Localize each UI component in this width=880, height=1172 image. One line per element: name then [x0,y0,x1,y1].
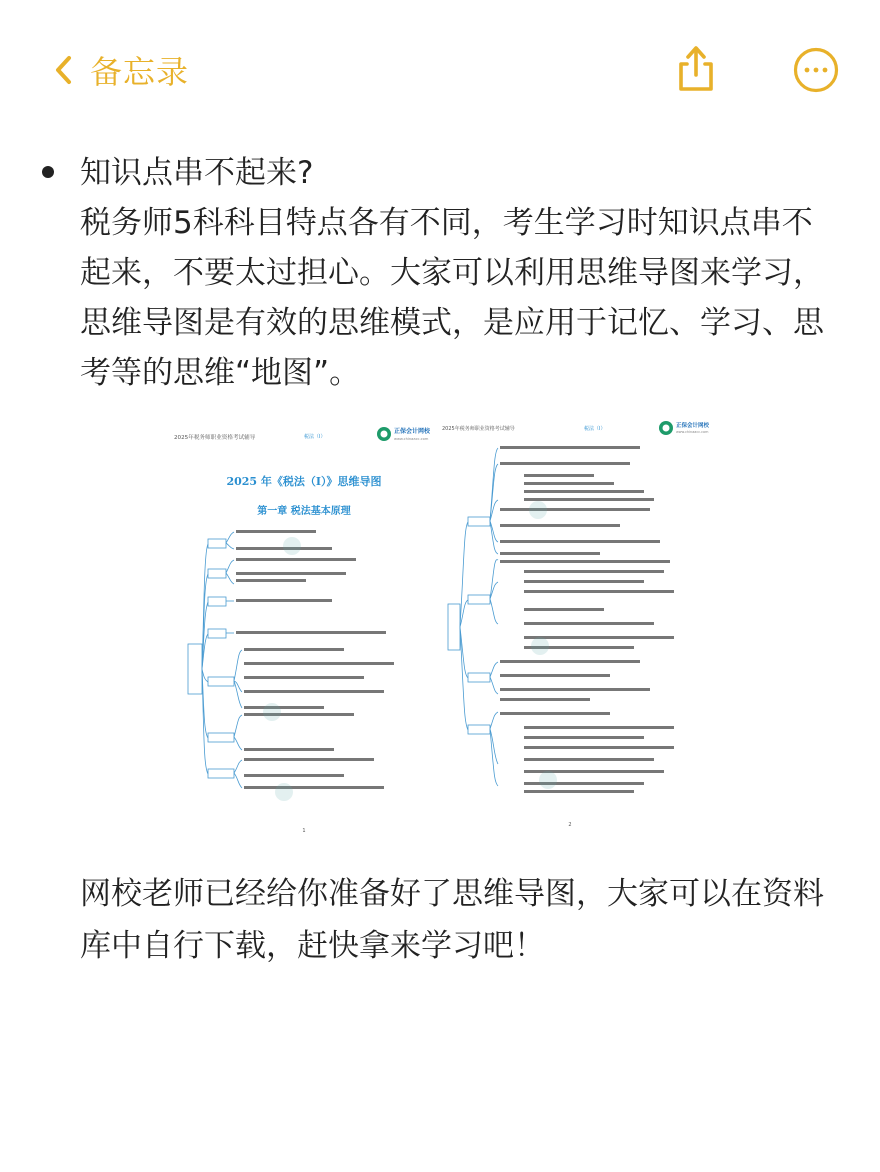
right-logo [659,421,710,435]
left-logo-text: 正保会计网校 [394,428,431,435]
note-content [0,148,880,398]
right-tree-branch-text [500,446,674,793]
left-tree-branch-text [236,530,394,789]
bullet-body: 税务师5科科目特点各有不同，考生学习时知识点串不起来，不要太过担心。大家可以利用思维导图来学习，思维导图是有效的思维模式，是应用于记忆、学习、思考等的思维“地图”。 [80,205,824,391]
bullet-paragraph [80,148,836,398]
left-page-number: 1 [302,828,306,834]
bullet-heading: 知识点串不起来? [80,155,314,191]
left-tree [188,532,242,788]
right-page-header: 2025年税务师职业资格考试辅导 [442,426,515,432]
left-logo [377,427,431,441]
bullet-list-item [0,148,880,398]
share-icon[interactable] [672,44,720,94]
mind-map-figure [160,412,720,842]
left-page-tag: 税法（Ⅰ） [304,434,326,440]
chapter-title: 第一章 税法基本原理 [257,506,351,517]
right-page-tag: 税法（Ⅰ） [584,426,606,432]
mind-map-image[interactable] [160,412,720,842]
right-logo-text: 正保会计网校 [676,423,710,429]
more-options-icon[interactable] [792,46,840,94]
back-label: 备忘录 [90,53,190,91]
bullet-dot [42,166,54,178]
right-tree [448,448,498,786]
right-page-number: 2 [568,822,572,828]
left-logo-url: www.chinaacc.com [394,437,429,441]
top-navigation-bar [0,0,880,140]
left-page-header: 2025年税务师职业资格考试辅导 [174,435,256,441]
right-logo-url: www.chinaacc.com [676,430,709,434]
back-button[interactable] [50,44,189,96]
mind-map-title: 2025 年《税法（Ⅰ）》思维导图 [226,475,382,488]
chevron-left-icon [50,53,76,87]
closing-paragraph: 网校老师已经给你准备好了思维导图，大家可以在资料库中自行下载，赶快拿来学习吧！ [80,876,824,964]
